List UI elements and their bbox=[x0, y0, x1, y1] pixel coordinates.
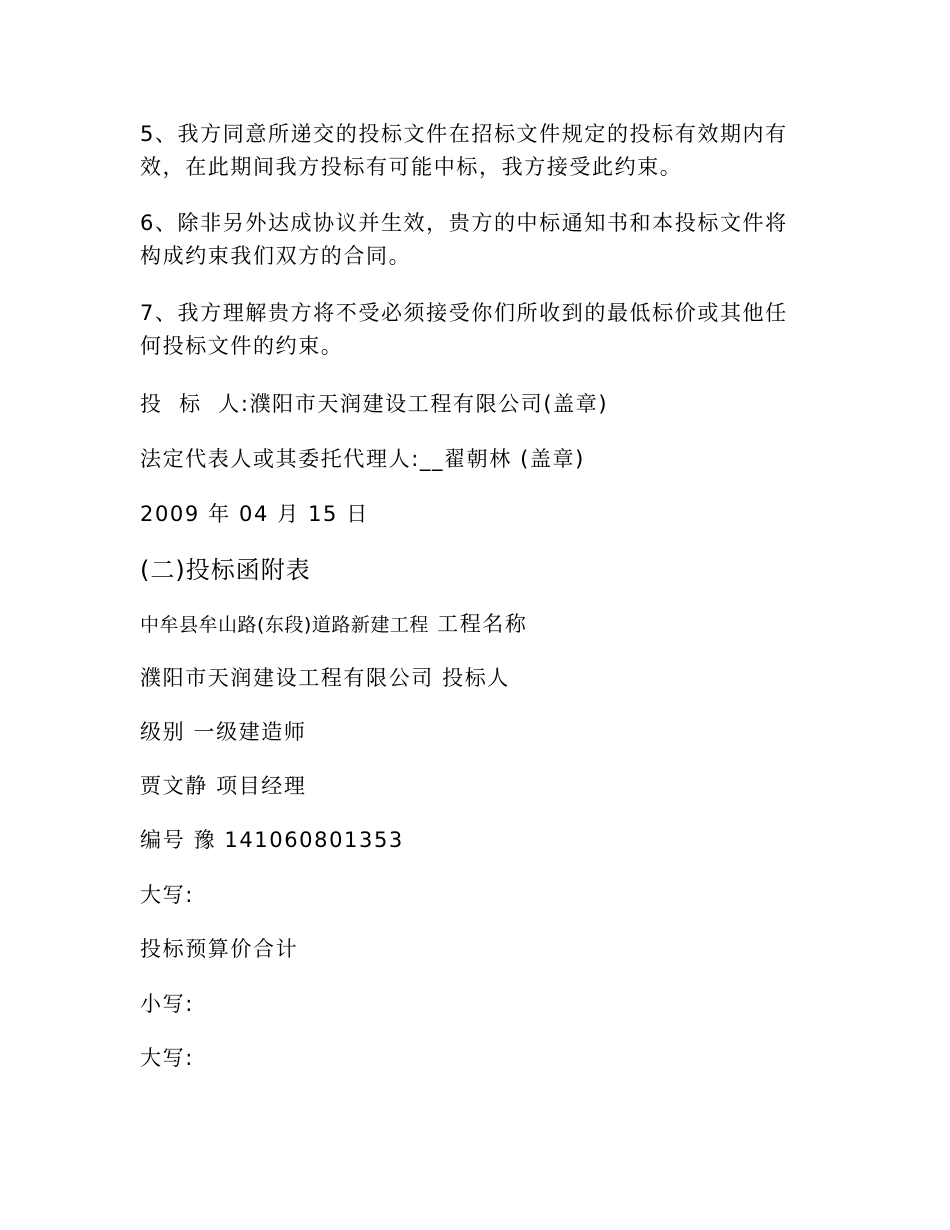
project-name-row bbox=[140, 608, 528, 642]
level-value: 一级建造师 bbox=[193, 720, 307, 744]
number-label: 编号 bbox=[140, 828, 186, 852]
bidder-value: 濮阳市天润建设工程有限公司 bbox=[140, 666, 434, 690]
bidder-label: 投标人 bbox=[442, 666, 510, 690]
total-label: 投标预算价合计 bbox=[140, 937, 299, 961]
bidder-line: 投 标 人:濮阳市天润建设工程有限公司(盖章) bbox=[140, 392, 609, 416]
number-row bbox=[140, 824, 404, 857]
level-row bbox=[140, 716, 306, 749]
capital-label-1: 大写: bbox=[140, 883, 194, 907]
number-value: 豫 141060801353 bbox=[193, 828, 404, 852]
level-label: 级别 bbox=[140, 720, 186, 744]
clause-7: 7、我方理解贵方将不受必须接受你们所收到的最低标价或其他任何投标文件的约束。 bbox=[140, 301, 788, 358]
clause-6: 6、除非另外达成协议并生效，贵方的中标通知书和本投标文件将构成约束我们双方的合同。 bbox=[140, 211, 788, 268]
date-line: 2009 年 04 月 15 日 bbox=[140, 502, 369, 526]
manager-value: 贾文静 bbox=[140, 774, 208, 798]
bidder-row bbox=[140, 662, 510, 695]
capital-label-2: 大写: bbox=[140, 1046, 194, 1070]
clause-5: 5、我方同意所递交的投标文件在招标文件规定的投标有效期内有效，在此期间我方投标有可能中标，我方接受此约束。 bbox=[140, 122, 788, 179]
section-title: (二)投标函附表 bbox=[140, 556, 311, 584]
manager-row bbox=[140, 770, 307, 803]
project-name-label: 工程名称 bbox=[437, 612, 528, 636]
representative-line: 法定代表人或其委托代理人:__翟朝林 (盖章) bbox=[140, 447, 585, 471]
manager-label: 项目经理 bbox=[216, 774, 307, 798]
project-name-value: 中牟县牟山路(东段)道路新建工程 bbox=[140, 614, 429, 636]
lower-label: 小写: bbox=[140, 992, 194, 1016]
